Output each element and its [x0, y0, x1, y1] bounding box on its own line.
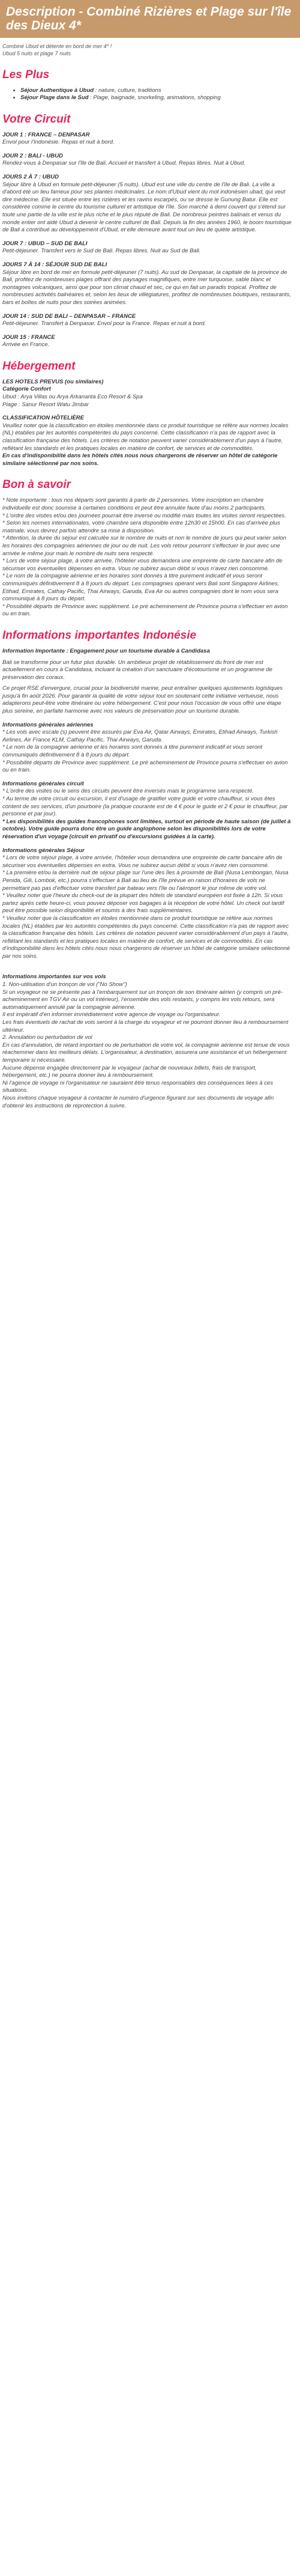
- day-text: Arrivée en France.: [2, 341, 50, 349]
- travel-item: Si un voyageur ne se présente pas à l'embarquement sur un tronçon de son itinéraire aérien (y compris un pré-acheminement en TGV Air ou un vol intérieur), l'ensemble des vols restants, y compris les vols retours, sera automatiquement annulé par la compagnie aérienne.: [2, 988, 283, 1011]
- day-block: [2, 261, 292, 307]
- day-block: [2, 153, 292, 168]
- content: [0, 43, 300, 1110]
- day-text: Envol pour l'Indonésie. Repas et nuit à bord.: [2, 139, 115, 146]
- tip-text: * Au terme de votre circuit ou excursion, il est d'usage de gratifier votre guide et votre chauffeur, si vous êtes content de ses services, d'un pourboire (la pratique courante est de 4 € pour le guide et 2 € pour le chauffeur, par personne et par jour).: [2, 796, 288, 818]
- note-paragraph: * Le nom de la compagnie aérienne et les horaires sont donnés à titre purement indicatif et vous seront communiqués définitivement 8 à 8 jours du départ. Les compagnies opérant vers Bali sont Singapore Airlines, Etihad, Emirates, Cathay Pacific, Thai Airways, Garuda, Eva Air ou autres compagnies dont le nom vous sera communiqué à 8 jours du départ.: [2, 573, 280, 603]
- circuit-title: Informations générales circuit: [2, 780, 84, 787]
- guides-text: * Les disponibilités des guides francophones sont limitées, surtout en période de haute saison (de juillet à octobre). Votre guide pourra donc être un guide anglophone selon les disponibilités lors de votre réservation d'un voyage (circuit en privatif ou d'excursions guidées à la carte).: [2, 818, 291, 840]
- travel-item: Aucune dépense engagée directement par le voyageur (achat de nouveaux billets, frais de transport, hébergement, etc.) ne pourra donner lieu à remboursement.: [2, 1064, 257, 1079]
- hotel-ubud: Ubud : Arya Villas ou Arya Arkananta Eco Resort & Spa: [2, 394, 143, 401]
- hotels-title: Hébergement: [2, 359, 76, 373]
- travel-item: Les frais éventuels de rachat de vols seront à la charge du voyageur et ne pourront donner lieu à remboursement ultérieur.: [2, 1019, 289, 1034]
- day-text: Petit-déjeuner. Transfert vers le Sud de Bali. Repas libres. Nuit au Sud de Bali.: [2, 248, 201, 255]
- travel-item: 1. Non-utilisation d'un tronçon de vol ("No Show"): [2, 981, 127, 988]
- day-text: Séjour libre à Ubud en formule petit-déjeuner (5 nuits). Ubud est une ville du centre de l'île de Bali. La ville a d'abord été un lieu fameux pour ses plantes médicinales. Le nom d'Ubud vient du mot indonésien ubad, qui veut dire médecine. Elle est située entre les rizières et les ravins escarpés, ou se dresse le Gunung Batur. Elle est considérée comme le centre du tourisme culturel et artistique de l'île. Son marché à demi couvert qui s'étend sur toute une partie de la ville est le plus riche et le plus réputé de Bali. De nombreux peintres balinais et venus du monde entier ont aidé Ubud à devenir le centre culturel de Bali. Depuis la fin des années 1960, le boom touristique de Bali a contribué au développement d'Ubud, et elle demeure avant tout un lieu de quiète artistique.: [2, 181, 292, 234]
- highlights-title: Les Plus: [2, 68, 50, 81]
- day-title: JOURS 7 À 14 : SÉJOUR SUD DE BALI: [2, 261, 107, 268]
- note-paragraph: * Lors de votre séjour plage, à votre arrivée, l'hôtelier vous demandera une empreinte de carte bancaire afin de sécuriser vos éventuelles dépenses en extra. Vous ne subirez aucun débit si vous n'avez rien consommé.: [2, 558, 283, 572]
- good-to-know-title: Bon à savoir: [2, 478, 71, 492]
- day-block: [2, 313, 292, 328]
- hotels-planned-title: LES HOTELS PREVUS (ou similaires): [2, 378, 104, 385]
- highlight-item: [20, 94, 292, 102]
- day-text: Rendez-vous à Denpasar sur l'île de Bali. Accueil et transfert à Ubud. Repas libres. Nuit à Ubud.: [2, 160, 245, 167]
- highlight-text: : nature, culture, traditions: [94, 87, 161, 94]
- hotels-category: Catégorie Confort: [2, 386, 51, 393]
- highlight-text: : Plage, baignade, snorkeling, animations, shopping: [88, 94, 221, 102]
- note-paragraph: * Possibilité départs de Province avec supplément. Le pré acheminement de Province pourra s'effectuer en avion ou en train.: [2, 603, 288, 618]
- intro-line-2: Ubud 5 nuits et plage 7 nuits: [2, 50, 71, 57]
- travel-item: Ni l'agence de voyage ni l'organisateur ne sauraient être tenus responsables des conséquences liées à ces situations.: [2, 1079, 273, 1094]
- stay-text: * Lors de votre séjour plage, à votre arrivée, l'hôtelier vous demandera une empreinte de carte bancaire afin de sécuriser vos éventuelles dépenses en extra. Vous ne subirez aucun débit si vous n'avez rien consommé.: [2, 854, 283, 869]
- day-text: Petit-déjeuner. Transfert à Denpasar. Envol pour la France. Repas et nuit à bord.: [2, 320, 206, 327]
- itinerary-title: Votre Circuit: [2, 112, 71, 126]
- day-title: JOUR 2 : BALI - UBUD: [2, 152, 63, 159]
- page-title: Description - Combiné Rizières et Plage sur l'île des Dieux 4*: [0, 0, 300, 38]
- day-title: JOUR 14 : SUD DE BALI – DENPASAR – FRANCE: [2, 312, 136, 320]
- project-text: Ce projet RSE d'envergure, crucial pour la biodiversité marine, peut entraîner quelques ajustements logistiques jusqu'à fin août 2026. Pour garantir la qualité de votre séjour tout en soutenant cette initiative vertueuse, nous adapterons peut-être votre itinéraire ou votre hébergement. C'est pour nous l'occasion de vous offrir une étape plus sereine, en parfaite harmonie avec nos valeurs de préservation pour un tourisme durable.: [2, 685, 283, 715]
- stay-title: Informations générales Séjour: [2, 847, 85, 854]
- day-title: JOUR 7 : UBUD – SUD DE BALI: [2, 240, 88, 247]
- note-paragraph: * Selon les normes internationales, votre chambre sera disponible entre 12h30 et 15h00. En cas d'arrivée plus matinale, vous devrez parfois attendre sa mise à disposition.: [2, 520, 280, 534]
- highlight-item: [20, 87, 292, 94]
- highlight-bold: Séjour Authentique à Ubud: [20, 87, 94, 94]
- travel-item: En cas d'annulation, de retard important ou de perturbation de votre vol, la compagnie aérienne est tenue de vous réacheminer dans les meilleurs délais. L'organisateur, à destination, assurera une assistance et un hébergement temporaire si nécessaire.: [2, 1041, 290, 1064]
- tourism-text: Bali se transforme pour un futur plus durable. Un ambitieux projet de rétablissement du front de mer est actuellement en cours à Candidasa, incluant la création d'un sanctuaire d'écotourisme et un programme de préservation des coraux.: [2, 659, 272, 681]
- day-block: [2, 240, 292, 255]
- classification-title: CLASSIFICATION HÔTELIÈRE: [2, 415, 84, 422]
- highlight-bold: Séjour Plage dans le Sud: [20, 94, 89, 102]
- tourism-title: Information Importante : Engagement pour un tourisme durable à Candidasa: [2, 647, 210, 654]
- classification-text: Veuillez noter que la classification en étoiles mentionnée dans ce produit touristique se réfère aux normes locales (NL) établies par les autorités compétentes du pays concerné. Cette classification n'a pas de rapport avec la classification française des hôtels. Les critères de notation peuvent varier considérablement d'un pays à l'autre, reflétant les standards et les pratiques locales en matière de confort, de services et de commodités.: [2, 422, 289, 452]
- note-paragraph: * L'ordre des visites et/ou des journées pourrait être inversé ou modifié mais toutes les visites seront respectées.: [2, 512, 286, 519]
- flights-text: * Le nom de la compagnie aérienne et les horaires sont donnés à titre purement indicatif et vous seront communiqués définitivement 8 à 8 jours du départ.: [2, 744, 263, 759]
- flights-text: * Possibilité départs de Province avec supplément. Le pré acheminement de Province pourra s'effectuer en avion ou en train.: [2, 759, 288, 774]
- travel-item: Il est impératif d'en informer immédiatement votre agence de voyage ou l'organisateur.: [2, 1011, 221, 1019]
- travel-title: Informations importantes sur vos vols: [2, 973, 106, 981]
- day-title: JOURS 2 À 7 : UBUD: [2, 174, 59, 180]
- indonesia-title: Informations importantes Indonésie: [2, 629, 197, 642]
- stay-text: * Veuillez noter que l'heure du check-out de la plupart des hôtels de standard européen est fixée à 12h. Si vous partez après cette heure-ci, vous pouvez déposer vos bagages à la réception de votre hôtel. Un check out tardif peut être possible selon disponibilité et soumis à des frais supplémentaires.: [2, 892, 284, 915]
- intro-line-1: Combiné Ubud et détente en bord de mer 4* !: [2, 43, 112, 49]
- circuit-text: * L'ordre des visites ou le sens des circuits peuvent être inversés mais le programme sera respecté.: [2, 788, 254, 795]
- travel-item: 2. Annulation ou perturbation de vol: [2, 1034, 92, 1041]
- hotel-beach: Plage : Sanur Resort Watu Jimbar: [2, 401, 89, 408]
- day-block: [2, 132, 292, 147]
- day-block: [2, 334, 292, 349]
- page: [0, 0, 300, 1115]
- stay-text: * La première et/ou la dernière nuit de séjour plage sur l'une des îles à proximité de Bali (Nusa Lembongan, Nusa Penida, Gili, Lombok, etc.) pourra s'effectuer à Bali au lieu de l'île prévue en raison d'horaires de vols ne permettant pas pas d'effectuer votre transfert par bateau vers l'île ou l'aéroport le jour même de votre vol.: [2, 869, 289, 892]
- note-paragraph: * Attention, la durée du séjour est calculée sur le nombre de nuits et non le nombre de jours qui peut varier selon les horaires des compagnies aériennes de jour ou de nuit. Les vols retour pourront s'effectuer le jour avec une arrivée le même jour mais le nombre de nuits sera respecté.: [2, 535, 286, 557]
- stay-text: * Veuillez noter que la classification en étoiles mentionnée dans ce produit touristique se réfère aux normes locales (NL) établies par les autorités compétentes du pays concerné. Cette classification n'a pas de rapport avec la classification française des hôtels. Les critères de notation peuvent varier considérablement d'un pays à l'autre, reflétant les standards et les pratiques locales en matière de confort, de services et de commodités. En cas d'indisponibilité dans les hôtels cités nous nous chargerons de réserver un hôtel de catégorie similaire sélectionné par nos soins.: [2, 915, 290, 960]
- day-block: [2, 174, 292, 234]
- day-title: JOUR 15 : FRANCE: [2, 333, 55, 341]
- highlights-list: [2, 87, 292, 102]
- flights-text: * Les vols avec escale (s) peuvent être assurés par Eva Air, Qatar Airways, Emirates, Etihad Airways, Turkish Airlines, Air France KLM, Cathay Pacific, Thai Airways, Garuda.: [2, 729, 278, 743]
- day-title: JOUR 1 : FRANCE – DENPASAR: [2, 131, 90, 138]
- flights-title: Informations générales aériennes: [2, 721, 94, 728]
- travel-item: Nous invitons chaque voyageur à contacter le numéro d'urgence figurant sur ses documents de voyage afin d'obtenir les instructions de réprotection à suivre.: [2, 1094, 274, 1109]
- note-paragraph: * Note importante : tous nos départs sont garantis à partir de 2 personnes. Votre inscription en chambre individuelle est donc soumise à certaines conditions et peut être annulée faute d'au moins 2 participants.: [2, 497, 266, 511]
- day-text: Séjour libre en bord de mer en formule petit-déjeuner (7 nuits). Au sud de Denpasar, la capitale de la province de Bali, profitez de nombreuses plages offrant des paysages magnifiques, entre mer turquoise, sable blanc et montagnes volcaniques, ainsi que pour son climat chaud et sec, ce qui en fait un paradis tropical. Profitez de nombreuses activités balnéaires et, selon les lieux de villégiatures, profitez de nombreuses boutiques, restaurants, bars et boîtes de nuits pour des soirées animées.: [2, 269, 292, 306]
- classification-bold: En cas d'indisponibilité dans les hôtels cités nous nous chargerons de réserver un hôtel de catégorie similaire sélectionné par nos soins.: [2, 452, 278, 467]
